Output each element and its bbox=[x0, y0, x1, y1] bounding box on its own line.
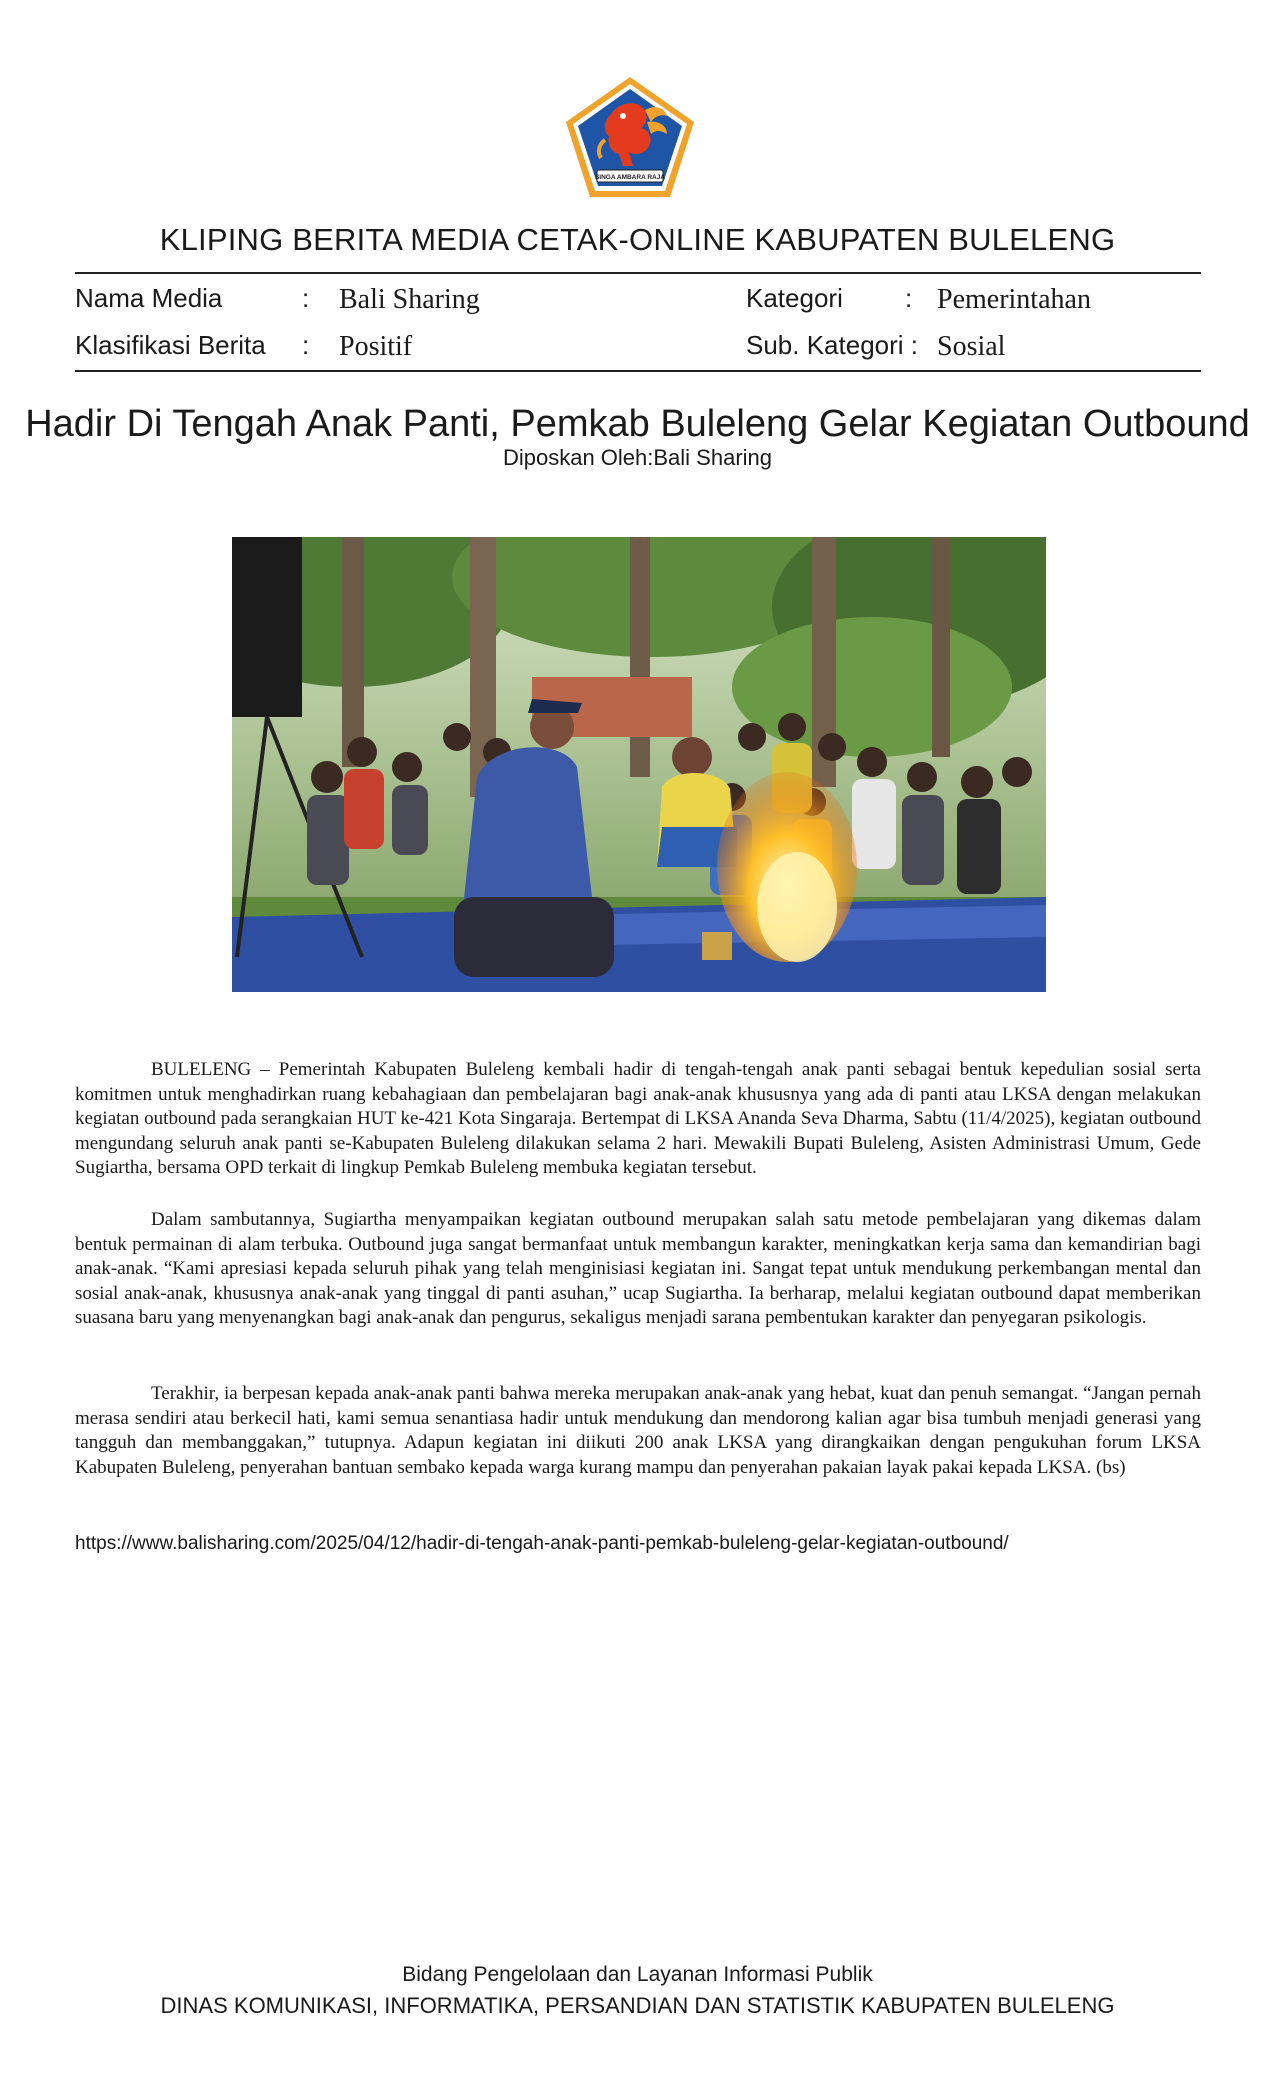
category-label: Kategori bbox=[746, 283, 843, 313]
media-colon: : bbox=[302, 283, 310, 313]
media-label: Nama Media bbox=[75, 283, 223, 313]
singa-ambara-raja-crest-icon bbox=[563, 74, 697, 200]
article-paragraph-3: Terakhir, ia berpesan kepada anak-anak panti bahwa mereka merupakan anak-anak yang hebat, kuat dan penuh semangat. “Jangan pernah merasa sendiri atau berkecil hati, kami semua senantiasa hadir untuk mendukung dan mendorong kalian agar bisa tumbuh menjadi generasi yang tangguh dan membanggakan,” tutupnya. Adapun kegiatan ini diikuti 200 anak LKSA yang dirangkaikan dengan pengukuhan forum LKSA Kabupaten Buleleng, penyerahan bantuan sembako kepada warga kurang mampu dan penyerahan pakaian layak pakai kepada LKSA. (bs) bbox=[75, 1383, 1201, 1478]
article-byline: Diposkan Oleh:Bali Sharing bbox=[502, 445, 773, 470]
footer-department: DINAS KOMUNIKASI, INFORMATIKA, PERSANDIAN DAN STATISTIK KABUPATEN BULELENG bbox=[160, 1993, 1115, 2018]
source-url-link[interactable]: https://www.balisharing.com/2025/04/12/hadir-di-tengah-anak-panti-pemkab-buleleng-gelar-kegiatan-outbound/ bbox=[75, 1533, 1009, 1554]
crest-motto: SINGA AMBARA RAJA bbox=[594, 174, 666, 181]
category-colon: : bbox=[905, 283, 913, 313]
classification-label: Klasifikasi Berita bbox=[75, 330, 266, 360]
footer-unit: Bidang Pengelolaan dan Layanan Informasi Publik bbox=[402, 1963, 873, 1986]
media-value: Bali Sharing bbox=[339, 284, 480, 315]
fire-demonstration-photo bbox=[232, 537, 1046, 992]
article-paragraph-1: BULELENG – Pemerintah Kabupaten Buleleng kembali hadir di tengah-tengah anak panti sebagai bentuk kepedulian sosial serta komitmen untuk menghadirkan ruang kebahagiaan dan pembelajaran bagi anak-anak khususnya yang ada di panti atau LKSA dengan melakukan kegiatan outbound pada serangkaian HUT ke-421 Kota Singaraja. Bertempat di LKSA Ananda Seva Dharma, Sabtu (11/4/2025), kegiatan outbound mengundang seluruh anak panti se-Kabupaten Buleleng dilakukan selama 2 hari. Mewakili Bupati Buleleng, Asisten Administrasi Umum, Gede Sugiartha, bersama OPD terkait di lingkup Pemkab Buleleng membuka kegiatan tersebut. bbox=[75, 1059, 1201, 1179]
article-paragraph-2: Dalam sambutannya, Sugiartha menyampaikan kegiatan outbound merupakan salah satu metode pembelajaran yang dikemas dalam bentuk permainan di alam terbuka. Outbound juga sangat bermanfaat untuk membangun karakter, meningkatkan kerja sama dan kemandirian bagi anak-anak. “Kami apresiasi kepada seluruh pihak yang telah menginisiasi kegiatan ini. Sangat tepat untuk mendukung perkembangan mental dan sosial anak-anak, khususnya anak-anak yang tinggal di panti asuhan,” ucap Sugiartha. Ia berharap, melalui kegiatan outbound dapat memberikan suasana baru yang menyenangkan bagi anak-anak dan pengurus, sekaligus menjadi sarana pembentukan karakter dan penyegaran psikologis. bbox=[75, 1209, 1201, 1329]
category-value: Pemerintahan bbox=[937, 284, 1091, 315]
classification-colon: : bbox=[302, 330, 310, 360]
subcategory-value: Sosial bbox=[937, 331, 1006, 362]
page-header-title: KLIPING BERITA MEDIA CETAK-ONLINE KABUPATEN BULELENG bbox=[159, 222, 1116, 257]
buleleng-crest-logo bbox=[563, 74, 697, 200]
header-rule-top bbox=[75, 272, 1201, 274]
header-rule-bottom bbox=[75, 370, 1201, 372]
article-photo bbox=[232, 537, 1046, 992]
subcategory-label: Sub. Kategori : bbox=[746, 330, 918, 360]
classification-value: Positif bbox=[339, 331, 413, 362]
article-title: Hadir Di Tengah Anak Panti, Pemkab Buleleng Gelar Kegiatan Outbound bbox=[25, 403, 1250, 445]
